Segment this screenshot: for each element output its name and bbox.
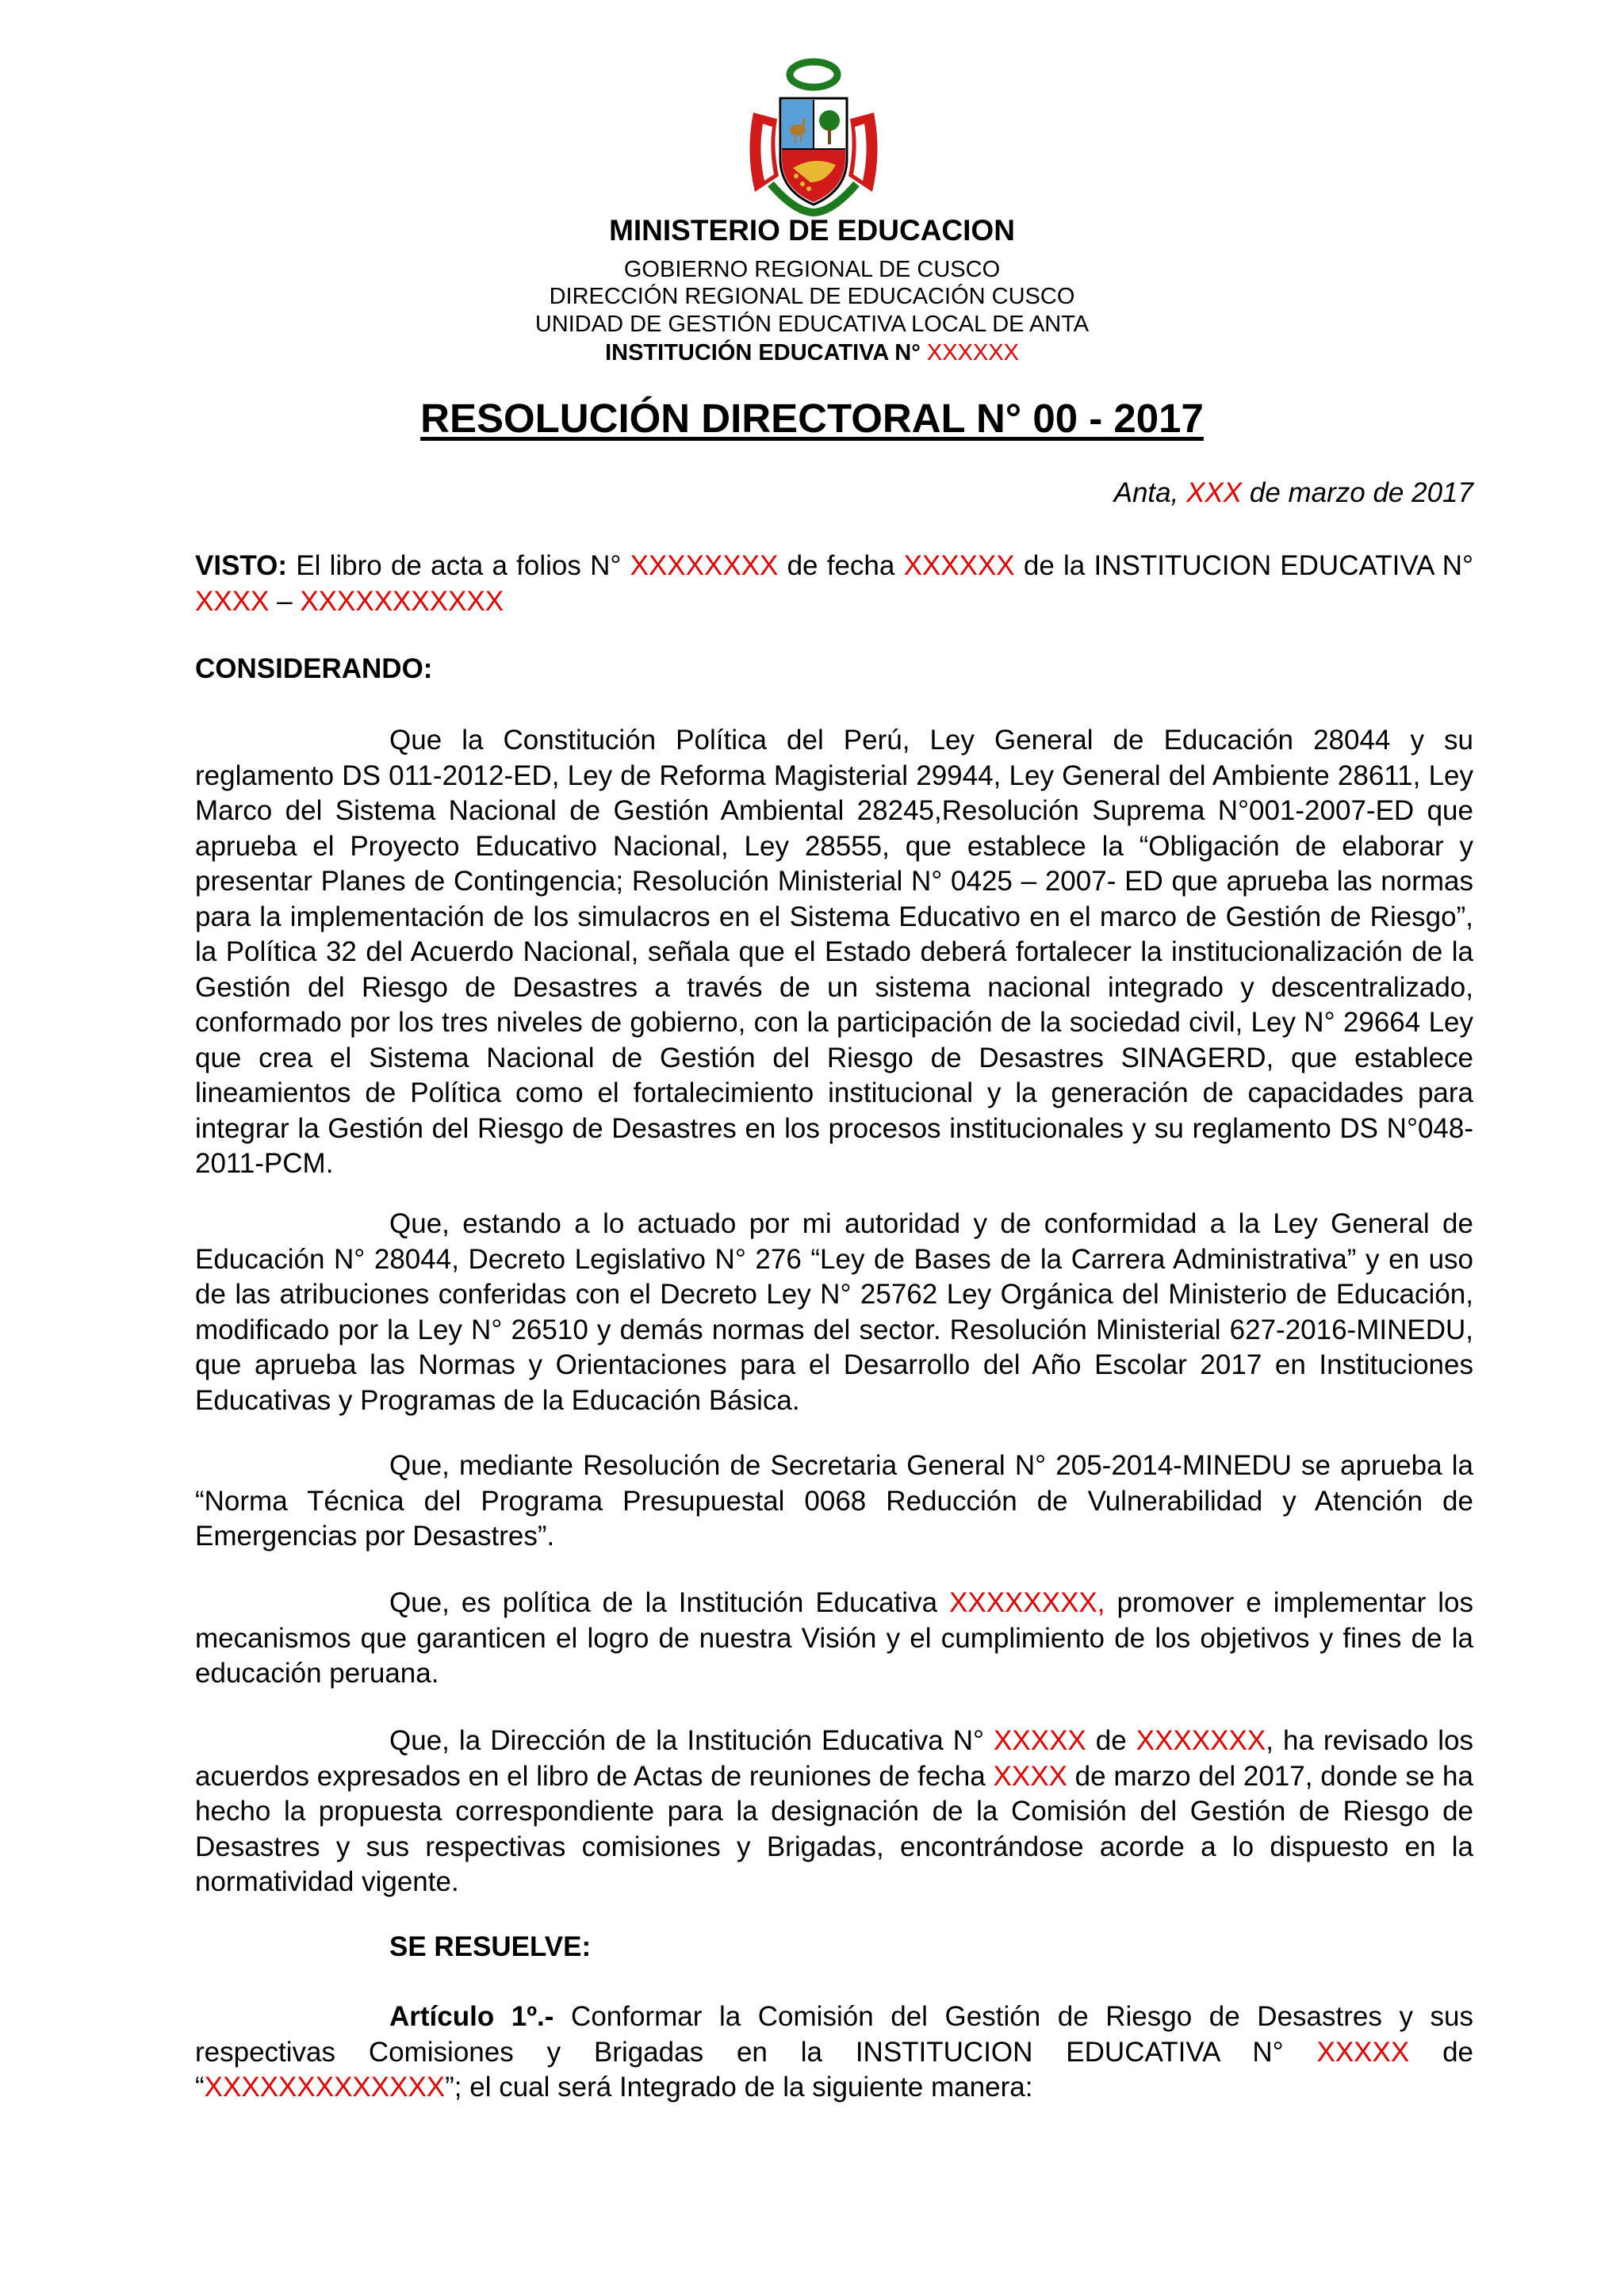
considerando-paragraph-4 (195, 1586, 1473, 1692)
visto-label: VISTO: (195, 550, 288, 581)
articulo-1-paragraph (195, 1999, 1473, 2106)
placeholder-text: XXXXXXXXXXX (300, 585, 504, 617)
placeholder-text: XXXXXXXX (630, 550, 779, 581)
visto-paragraph (195, 549, 1473, 619)
considerando-paragraph-2 (195, 1207, 1473, 1418)
paragraph-text: Que, la Dirección de la Institución Educativa N° (389, 1725, 994, 1756)
paragraph-text: de “ (195, 2036, 1474, 2103)
peru-coat-of-arms-icon (739, 57, 888, 219)
visto-text: El libro de acta a folios N° (287, 550, 630, 581)
considerando-heading: CONSIDERANDO: (195, 653, 433, 684)
date-prefix: Anta, (1113, 477, 1187, 508)
paragraph-text: promover e implementar los mecanismos que garanticen el logro de nuestra Visión y el cumplimiento de los objetivos y fines de la educación peruana. (195, 1587, 1473, 1689)
paragraph-text: Que, es política de la Institución Educativa (389, 1587, 950, 1618)
placeholder-text: XXXX (195, 585, 270, 617)
header-institution (0, 339, 1624, 366)
placeholder-text: XXXXXX (903, 550, 1015, 581)
articulo-label: Artículo 1º.- (389, 2001, 554, 2032)
placeholder-text: XXX (1186, 477, 1243, 508)
considerando-paragraph-5 (195, 1724, 1473, 1900)
paragraph-text: ”; el cual será Integrado de la siguiente manera: (445, 2072, 1033, 2103)
paragraph-text: , ha revisado los acuerdos expresados en el libro de Actas de reuniones de fecha (195, 1725, 1473, 1792)
placeholder-text: XXXXXXXXXXXXX (204, 2072, 446, 2103)
header-ugel: UNIDAD DE GESTIÓN EDUCATIVA LOCAL DE ANTA (534, 312, 1090, 337)
placeholder-text: XXXXXX (926, 340, 1019, 365)
paragraph-text: Que, mediante Resolución de Secretaria General N° 205-2014-MINEDU se aprueba la “Norma Técnica del Programa Presupuestal 0068 Reducción de Vulnerabilidad y Atención de Emergencias por Desastres”. (195, 1450, 1473, 1552)
paragraph-text: de (1086, 1725, 1136, 1756)
paragraph-text: Conformar la Comisión del Gestión de Riesgo de Desastres y sus respectivas Comisiones y Brigadas en la INSTITUCION EDUCATIVA N° (195, 2001, 1473, 2068)
placeholder-text: XXXX (993, 1760, 1067, 1792)
date-suffix: de marzo de 2017 (1242, 477, 1473, 508)
visto-text: de fecha (778, 550, 904, 581)
document-date (1114, 477, 1473, 509)
se-resuelve-label: SE RESUELVE: (389, 1931, 592, 1962)
placeholder-text: XXXXXXXX, (949, 1587, 1105, 1618)
considerando-paragraph-3 (195, 1448, 1473, 1555)
paragraph-text: Que, estando a lo actuado por mi autoridad y de conformidad a la Ley General de Educación N° 28044, Decreto Legislativo N° 276 “Ley de Bases de la Carrera Administrativa” y en uso de las atribuciones conferidas con el Decreto Ley N° 25762 Ley Orgánica del Ministerio de Educación, modificado por la Ley N° 26510 y demás normas del sector. Resolución Ministerial 627-2016-MINEDU, que aprueba las Normas y Orientaciones para el Desarrollo del Año Escolar 2017 en Instituciones Educativas y Programas de la Educación Básica. (195, 1208, 1473, 1416)
placeholder-text: XXXXX (994, 1725, 1086, 1756)
header-institution-label: INSTITUCIÓN EDUCATIVA N° (605, 340, 927, 365)
visto-text: – (269, 585, 301, 617)
header-regional-government: GOBIERNO REGIONAL DE CUSCO (623, 257, 1001, 282)
paragraph-text: de marzo del 2017, donde se ha hecho la propuesta correspondiente para la designación de la Comisión del Gestión de Riesgo de Desastres y sus respectivas comisiones y Brigadas, encontrándose acorde a lo dispuesto en la normatividad vigente. (195, 1760, 1473, 1897)
se-resuelve-heading (195, 1930, 1473, 1965)
considerando-paragraph-1 (195, 723, 1473, 1182)
visto-text: de la INSTITUCION EDUCATIVA N° (1014, 550, 1473, 581)
resolution-title: RESOLUCIÓN DIRECTORAL N° 00 - 2017 (420, 396, 1204, 441)
placeholder-text: XXXXXXX (1136, 1725, 1266, 1756)
ministry-heading: MINISTERIO DE EDUCACION (609, 214, 1015, 247)
header-regional-directorate: DIRECCIÓN REGIONAL DE EDUCACIÓN CUSCO (549, 284, 1075, 309)
paragraph-text: Que la Constitución Política del Perú, Ley General de Educación 28044 y su reglamento DS 011-2012-ED, Ley de Reforma Magisterial 29944, Ley General del Ambiente 28611, Ley Marco del Sistema Nacional de Gestión Ambiental 28245,Resolución Suprema N°001-2007-ED que aprueba el Proyecto Educativo Nacional, Ley 28555, que establece la “Obligación de elaborar y presentar Planes de Contingencia; Resolución Ministerial N° 0425 – 2007- ED que aprueba las normas para la implementación de los simulacros en el Sistema Educativo en el marco de Gestión de Riesgo”, la Política 32 del Acuerdo Nacional, señala que el Estado deberá fortalecer la institucionalización de la Gestión del Riesgo de Desastres a través de un sistema nacional integrado y descentralizado, conformado por los tres niveles de gobierno, con la participación de la sociedad civil, Ley N° 29664 Ley que crea el Sistema Nacional de Gestión del Riesgo de Desastres SINAGERD, que establece lineamientos de Política como el fortalecimiento institucional y la generación de capacidades para integrar la Gestión del Riesgo de Desastres en los procesos institucionales y su reglamento DS N°048-2011-PCM. (195, 725, 1473, 1179)
placeholder-text: XXXXX (1316, 2036, 1410, 2068)
